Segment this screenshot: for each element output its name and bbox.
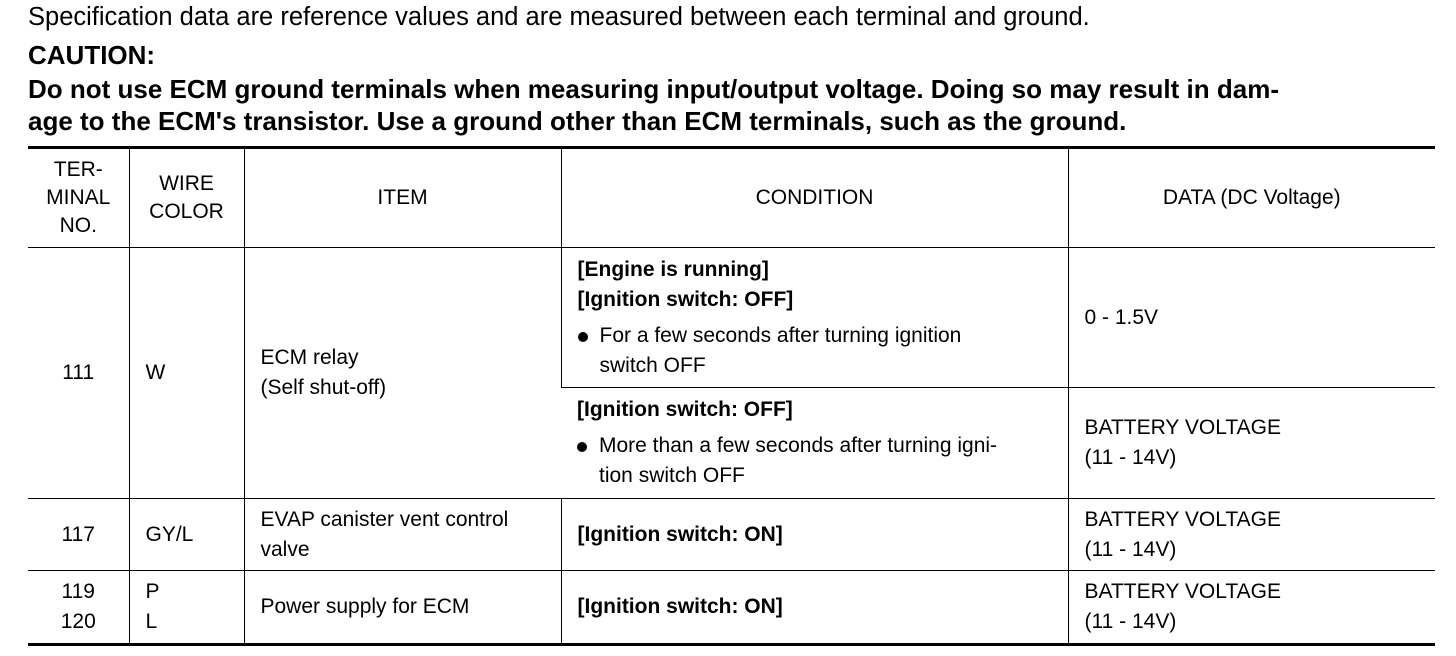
item-cell	[244, 248, 561, 499]
data-line: BATTERY VOLTAGE	[1084, 507, 1281, 531]
condition-bold-line: [Engine is running]	[577, 257, 769, 281]
header-terminal-line: TER-	[53, 158, 103, 181]
caution-line-1: Do not use ECM ground terminals when measuring input/output voltage. Doing so may result in dam-	[28, 74, 1279, 104]
condition-bullet	[578, 321, 1052, 381]
bullet-line: switch OFF	[599, 353, 706, 377]
item-line: (Self shut-off)	[260, 376, 387, 399]
item-line: EVAP canister vent control	[260, 507, 509, 531]
header-data: DATA (DC Voltage)	[1068, 148, 1435, 248]
item-cell	[244, 499, 561, 571]
data-line: (11 - 14V)	[1084, 446, 1177, 469]
table-row	[28, 499, 1435, 571]
terminal-line: 120	[60, 610, 96, 633]
header-wire-line: WIRE	[159, 172, 214, 195]
data-line: (11 - 14V)	[1084, 610, 1177, 633]
bullet-icon	[577, 442, 587, 452]
data-cell	[1068, 248, 1435, 388]
table-row	[28, 571, 1435, 645]
item-cell: Power supply for ECM	[244, 571, 561, 645]
wire-line: L	[145, 610, 158, 633]
bullet-line: For a few seconds after turning ignition	[599, 323, 962, 347]
bullet-icon	[578, 332, 588, 342]
item-line: ECM relay	[260, 346, 359, 369]
header-terminal-line: MINAL	[46, 186, 111, 209]
condition-cell: [Ignition switch: ON]	[561, 499, 1068, 571]
condition-cell	[561, 248, 1068, 388]
header-terminal-no	[28, 148, 129, 248]
caution-text	[28, 73, 1440, 137]
terminal-cell: 111	[28, 248, 129, 499]
header-item: ITEM	[244, 148, 561, 248]
data-line: BATTERY VOLTAGE	[1084, 580, 1281, 603]
condition-bullet	[577, 431, 1052, 491]
wire-color-cell: GY/L	[129, 499, 244, 571]
header-terminal-line: NO.	[59, 214, 97, 237]
data-cell	[1068, 388, 1435, 499]
terminal-line: 119	[61, 580, 95, 603]
header-condition: CONDITION	[561, 148, 1068, 248]
condition-bold-line: [Ignition switch: OFF]	[577, 398, 793, 421]
table-header-row	[28, 148, 1435, 248]
bullet-line: More than a few seconds after turning igni-	[599, 434, 998, 457]
caution-heading: CAUTION:	[28, 40, 156, 70]
condition-cell: [Ignition switch: ON]	[561, 571, 1068, 645]
wire-color-cell	[129, 571, 244, 645]
data-line: (11 - 14V)	[1084, 537, 1177, 561]
table-row	[28, 248, 1435, 388]
terminal-cell	[28, 571, 129, 645]
condition-bold-line: [Ignition switch: OFF]	[577, 287, 794, 311]
caution-line-2: age to the ECM's transistor. Use a ground other than ECM terminals, such as the ground.	[28, 106, 1127, 136]
condition-cell	[561, 388, 1068, 499]
header-wire-line: COLOR	[149, 200, 224, 223]
item-line: valve	[260, 537, 310, 561]
terminal-spec-table	[28, 146, 1435, 646]
bullet-line: tion switch OFF	[599, 464, 745, 487]
wire-color-cell: W	[129, 248, 244, 499]
wire-line: P	[145, 580, 160, 603]
intro-text: Specification data are reference values and are measured between each terminal and ground.	[28, 3, 1090, 31]
terminal-cell: 117	[28, 499, 129, 571]
data-cell	[1068, 499, 1435, 571]
data-line: 0 - 1.5V	[1084, 305, 1159, 329]
data-cell	[1068, 571, 1435, 645]
data-line: BATTERY VOLTAGE	[1084, 416, 1281, 439]
header-wire-color	[129, 148, 244, 248]
